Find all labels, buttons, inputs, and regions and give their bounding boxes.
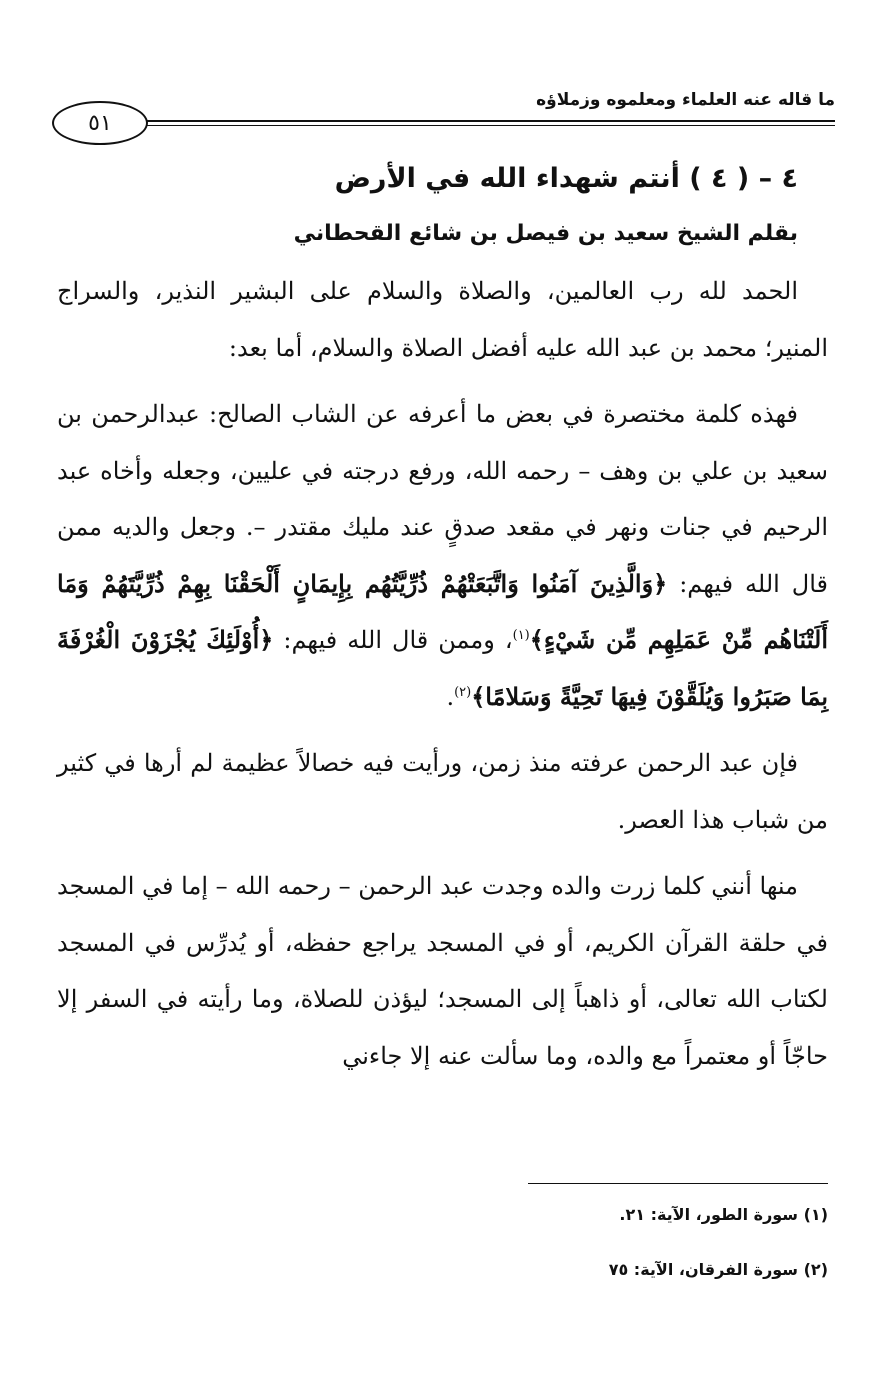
paragraph-mosque: منها أنني كلما زرت والده وجدت عبد الرحمن – رحمه الله – إما في المسجد في حلقة القرآن الكريم، أو في المسجد يراجع حفظه، أو يُدرِّس في المسجد لكتاب الله تعالى، أو ذاهباً إلى المسجد؛ ليؤذن للصلاة، وما رأيته في السفر إلا حاجّاً أو معتمراً مع والده، وما سألت عنه إلا جاءني <box>57 872 828 1070</box>
footnote-2: (٢) سورة الفرقان، الآية: ٧٥ <box>608 1260 828 1279</box>
quran-verse-2: ﴿أُوْلَئِكَ يُجْزَوْنَ الْغُرْفَةَ بِمَا صَبَرُوا وَيُلَقَّوْنَ فِيهَا تَحِيَّةً وَسَلامًا﴾ <box>57 625 828 711</box>
page-number: ٥١ <box>52 101 148 145</box>
paragraph-opening: الحمد لله رب العالمين، والصلاة والسلام على البشير النذير، والسراج المنير؛ محمد بن عبد الله عليه أفضل الصلاة والسلام، أما بعد: <box>57 277 828 362</box>
intro-mid-text: ، وممن قال الله فيهم: <box>283 626 513 654</box>
quran-verse-1: ﴿وَالَّذِينَ آمَنُوا وَاتَّبَعَتْهُمْ ذُرِّيَّتُهُم بِإِيمَانٍ أَلْحَقْنَا بِهِمْ ذُرِّيَّتَهُمْ وَمَا أَلَتْنَاهُم مِّنْ عَمَلِهِم مِّن شَيْءٍ﴾ <box>57 568 828 654</box>
header-rule-thick <box>128 120 835 122</box>
footnote-ref-2[interactable]: (٢) <box>454 684 472 700</box>
paragraph-qualities: فإن عبد الرحمن عرفته منذ زمن، ورأيت فيه خصالاً عظيمة لم أرها في كثير من شباب هذا العصر. <box>57 749 828 834</box>
footnote-ref-1[interactable]: (١) <box>512 628 530 643</box>
article-title: ٤ – ( ٤ ) أنتم شهداء الله في الأرض <box>334 163 798 194</box>
intro-text: فهذه كلمة مختصرة في بعض ما أعرفه عن الشاب الصالح: عبدالرحمن بن سعيد بن علي بن وهف – رحمه الله، ورفع درجته في عليين، وجعله وأخاه عبد الرحيم في جنات ونهر في مقعد صدقٍ عند مليك مقتدر –. وجعل والديه ممن قال الله فيهم: <box>57 400 829 598</box>
footnotes <box>228 1200 828 1310</box>
running-header: ما قاله عنه العلماء ومعلموه وزملاؤه <box>536 90 835 110</box>
intro-end: . <box>446 682 455 711</box>
header-rule-thin <box>136 125 835 126</box>
footnote-1: (١) سورة الطور، الآية: ٢١. <box>619 1205 828 1224</box>
author-line: بقلم الشيخ سعيد بن فيصل بن شائع القحطاني <box>293 221 798 246</box>
paragraph-intro <box>57 386 828 725</box>
footnote-separator <box>528 1183 828 1184</box>
main-content <box>57 155 828 1084</box>
